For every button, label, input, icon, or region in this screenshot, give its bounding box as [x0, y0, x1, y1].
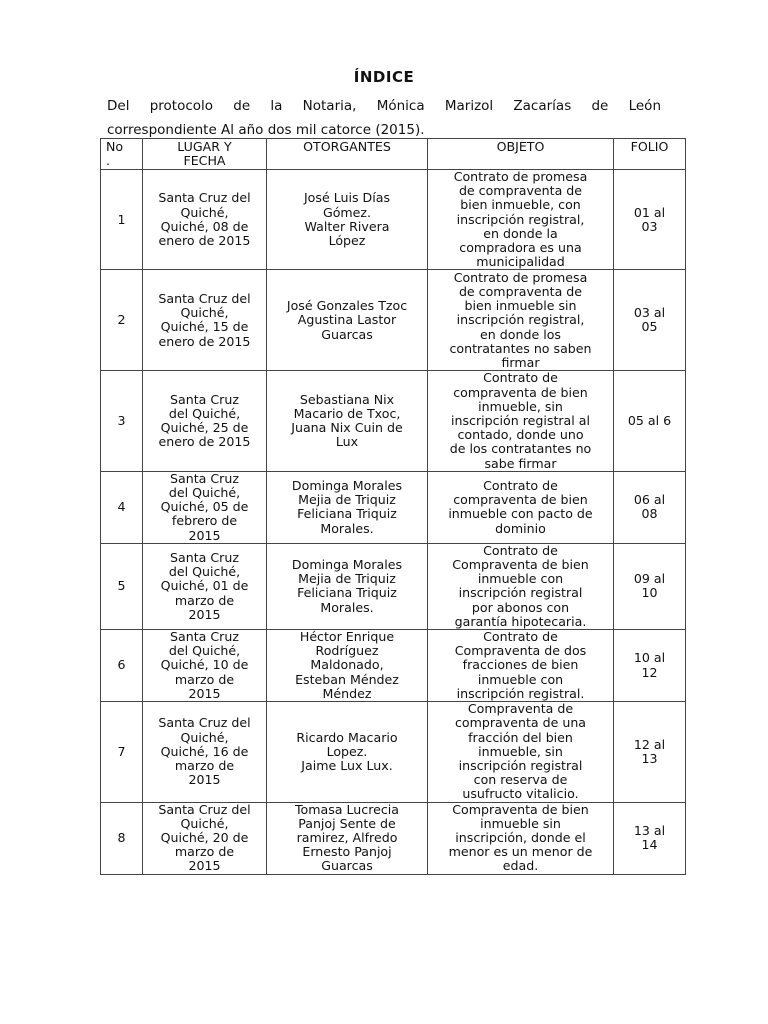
cell-otorgantes: Tomasa Lucrecia Panjoj Sente de ramirez, Alfredo Ernesto Panjoj Guarcas: [267, 802, 428, 874]
cell-lugar-fecha: Santa Cruz del Quiché, Quiché, 20 de marzo de 2015: [143, 802, 267, 874]
table-row: [101, 702, 686, 802]
cell-folio: 05 al 6: [614, 371, 686, 471]
header-otorgantes: OTORGANTES: [267, 139, 428, 170]
cell-no: 5: [101, 543, 143, 629]
cell-no: 8: [101, 802, 143, 874]
intro-line-2: correspondiente Al año dos mil catorce (2015).: [107, 122, 425, 138]
cell-folio: 13 al 14: [614, 802, 686, 874]
cell-folio: 09 al 10: [614, 543, 686, 629]
cell-no: 3: [101, 371, 143, 471]
cell-folio: 12 al 13: [614, 702, 686, 802]
cell-lugar-fecha: Santa Cruz del Quiché, Quiché, 01 de marzo de 2015: [143, 543, 267, 629]
index-table: [100, 138, 686, 875]
table-row: [101, 471, 686, 543]
cell-no: 2: [101, 270, 143, 371]
cell-objeto: Contrato de promesa de compraventa de bien inmueble, con inscripción registral, en donde la compradora es una municipalidad: [428, 170, 614, 270]
table-row: [101, 270, 686, 371]
table-header-row: [101, 139, 686, 170]
cell-otorgantes: José Luis Días Gómez. Walter Rivera López: [267, 170, 428, 270]
header-lugar-fecha: LUGAR Y FECHA: [143, 139, 267, 170]
page-title: ÍNDICE: [353, 68, 415, 86]
cell-folio: 10 al 12: [614, 630, 686, 702]
cell-no: 7: [101, 702, 143, 802]
table-row: [101, 170, 686, 270]
cell-folio: 01 al 03: [614, 170, 686, 270]
cell-objeto: Compraventa de compraventa de una fracción del bien inmueble, sin inscripción registral con reserva de usufructo vitalicio.: [428, 702, 614, 802]
cell-objeto: Contrato de Compraventa de dos fracciones de bien inmueble con inscripción registral.: [428, 630, 614, 702]
table-row: [101, 802, 686, 874]
cell-lugar-fecha: Santa Cruz del Quiché, Quiché, 16 de marzo de 2015: [143, 702, 267, 802]
cell-otorgantes: Dominga Morales Mejia de Triquiz Feliciana Triquiz Morales.: [267, 543, 428, 629]
cell-no: 1: [101, 170, 143, 270]
cell-lugar-fecha: Santa Cruz del Quiché, Quiché, 15 de enero de 2015: [143, 270, 267, 371]
header-objeto: OBJETO: [428, 139, 614, 170]
cell-no: 6: [101, 630, 143, 702]
cell-objeto: Contrato de compraventa de bien inmueble con pacto de dominio: [428, 471, 614, 543]
cell-lugar-fecha: Santa Cruz del Quiché, Quiché, 25 de enero de 2015: [143, 371, 267, 471]
cell-otorgantes: Dominga Morales Mejia de Triquiz Feliciana Triquiz Morales.: [267, 471, 428, 543]
cell-otorgantes: José Gonzales Tzoc Agustina Lastor Guarcas: [267, 270, 428, 371]
cell-objeto: Contrato de promesa de compraventa de bien inmueble sin inscripción registral, en donde los contratantes no saben firmar: [428, 270, 614, 371]
cell-lugar-fecha: Santa Cruz del Quiché, Quiché, 10 de marzo de 2015: [143, 630, 267, 702]
table-row: [101, 371, 686, 471]
cell-lugar-fecha: Santa Cruz del Quiché, Quiché, 05 de febrero de 2015: [143, 471, 267, 543]
cell-otorgantes: Ricardo Macario Lopez. Jaime Lux Lux.: [267, 702, 428, 802]
intro-line-1: Del protocolo de la Notaria, Mónica Marizol Zacarías de León: [107, 98, 661, 114]
cell-folio: 06 al 08: [614, 471, 686, 543]
cell-lugar-fecha: Santa Cruz del Quiché, Quiché, 08 de enero de 2015: [143, 170, 267, 270]
table-row: [101, 543, 686, 629]
cell-folio: 03 al 05: [614, 270, 686, 371]
cell-otorgantes: Sebastiana Nix Macario de Txoc, Juana Nix Cuin de Lux: [267, 371, 428, 471]
cell-objeto: Contrato de Compraventa de bien inmueble con inscripción registral por abonos con garantía hipotecaria.: [428, 543, 614, 629]
cell-otorgantes: Héctor Enrique Rodríguez Maldonado, Esteban Méndez Méndez: [267, 630, 428, 702]
header-folio: FOLIO: [614, 139, 686, 170]
table-row: [101, 630, 686, 702]
cell-no: 4: [101, 471, 143, 543]
intro-paragraph: [107, 94, 661, 142]
cell-objeto: Compraventa de bien inmueble sin inscripción, donde el menor es un menor de edad.: [428, 802, 614, 874]
cell-objeto: Contrato de compraventa de bien inmueble, sin inscripción registral al contado, donde uno de los contratantes no sabe firmar: [428, 371, 614, 471]
header-no: No .: [101, 139, 143, 170]
